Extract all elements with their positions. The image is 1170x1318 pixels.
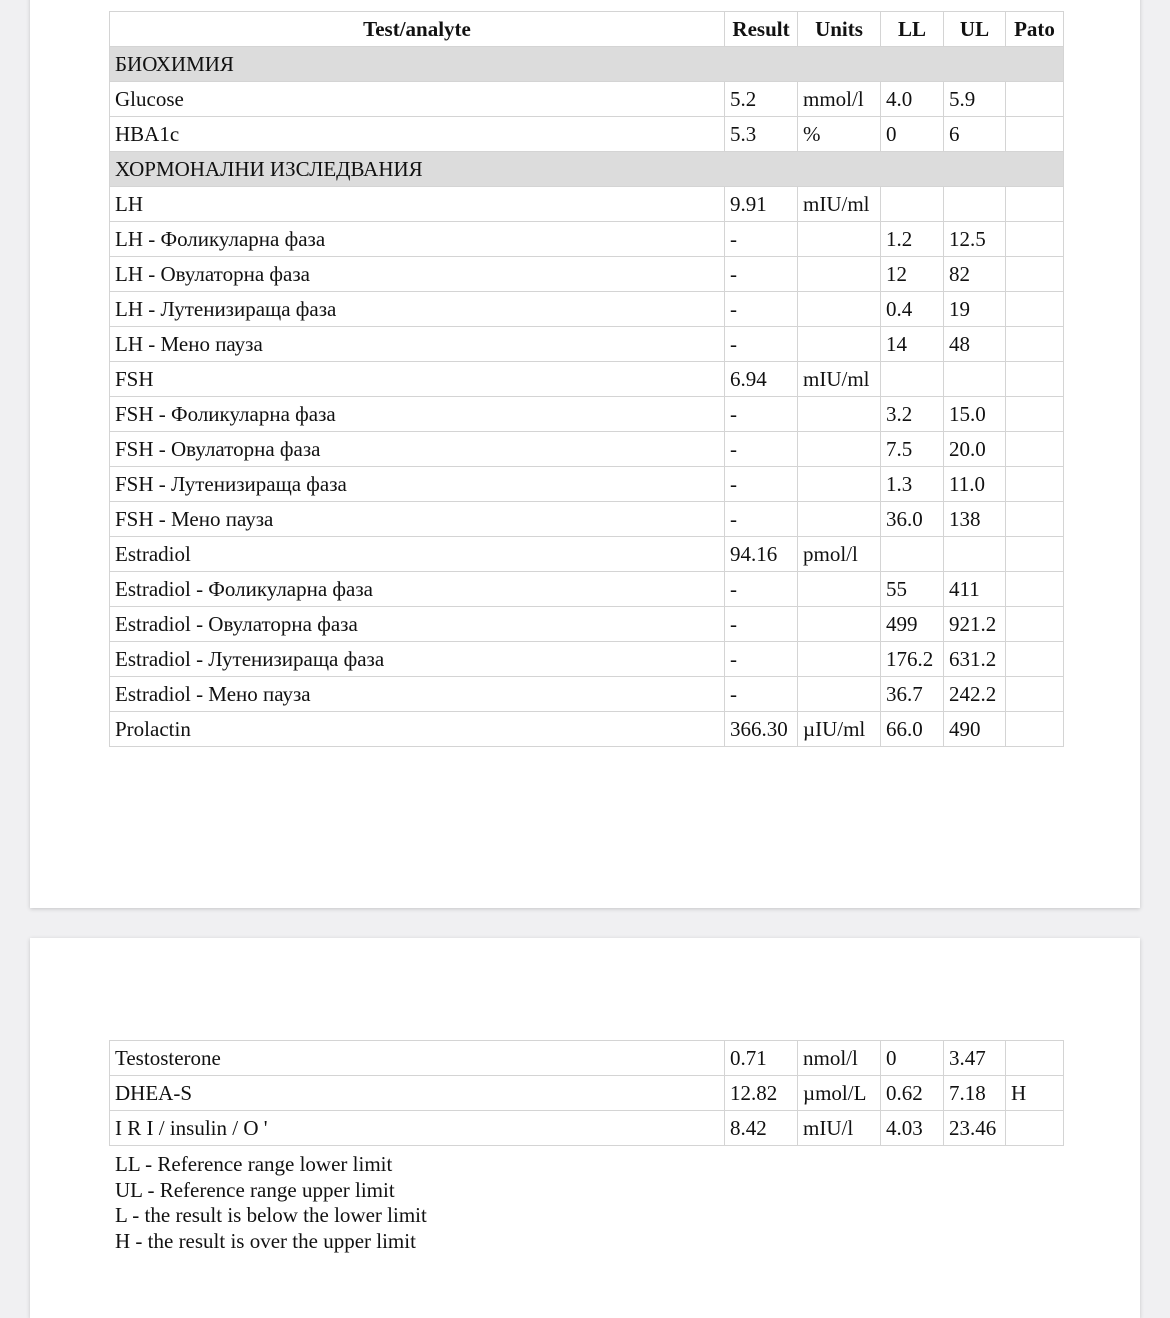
- legend-l: L - the result is below the lower limit: [115, 1203, 427, 1227]
- pato-flag-cell: [1006, 1111, 1064, 1146]
- result-cell: 0.71: [725, 1041, 798, 1076]
- result-cell: -: [725, 607, 798, 642]
- result-cell: 94.16: [725, 537, 798, 572]
- table-row: [110, 537, 1064, 572]
- test-name-cell: Prolactin: [110, 712, 725, 747]
- test-name-cell: Estradiol - Фоликуларна фаза: [110, 572, 725, 607]
- result-cell: -: [725, 327, 798, 362]
- results-body-page-2: [110, 1041, 1064, 1146]
- pato-flag-cell: [1006, 327, 1064, 362]
- test-name-cell: I R I / insulin / O ': [110, 1111, 725, 1146]
- units-cell: [798, 467, 881, 502]
- upper-limit-cell: 7.18: [944, 1076, 1006, 1111]
- lower-limit-cell: 499: [881, 607, 944, 642]
- pato-flag-cell: [1006, 1041, 1064, 1076]
- lower-limit-cell: 12: [881, 257, 944, 292]
- result-cell: -: [725, 222, 798, 257]
- reference-subrow: [110, 257, 1064, 292]
- reference-subrow: [110, 397, 1064, 432]
- reference-subrow: [110, 467, 1064, 502]
- reference-subrow: [110, 502, 1064, 537]
- lower-limit-cell: 1.3: [881, 467, 944, 502]
- units-cell: mIU/ml: [798, 362, 881, 397]
- upper-limit-cell: 138: [944, 502, 1006, 537]
- test-name-cell: LH - Овулаторна фаза: [110, 257, 725, 292]
- lower-limit-cell: [881, 537, 944, 572]
- result-cell: 366.30: [725, 712, 798, 747]
- units-cell: nmol/l: [798, 1041, 881, 1076]
- result-cell: -: [725, 677, 798, 712]
- table-row: [110, 712, 1064, 747]
- reference-subrow: [110, 607, 1064, 642]
- test-name-cell: LH - Лутенизираща фаза: [110, 292, 725, 327]
- pato-flag-cell: [1006, 397, 1064, 432]
- result-cell: 12.82: [725, 1076, 798, 1111]
- result-cell: 6.94: [725, 362, 798, 397]
- units-cell: [798, 397, 881, 432]
- legend-ul: UL - Reference range upper limit: [115, 1177, 395, 1202]
- pato-flag-cell: [1006, 677, 1064, 712]
- lower-limit-cell: 1.2: [881, 222, 944, 257]
- upper-limit-cell: [944, 187, 1006, 222]
- header-result: Result: [725, 12, 798, 47]
- lower-limit-cell: [881, 362, 944, 397]
- report-page-1: [30, 0, 1140, 908]
- table-header-row: [110, 12, 1064, 47]
- result-cell: -: [725, 432, 798, 467]
- units-cell: pmol/l: [798, 537, 881, 572]
- lower-limit-cell: 0: [881, 1041, 944, 1076]
- reference-subrow: [110, 642, 1064, 677]
- result-cell: 8.42: [725, 1111, 798, 1146]
- units-cell: µmol/L: [798, 1076, 881, 1111]
- units-cell: %: [798, 117, 881, 152]
- pato-flag-cell: [1006, 607, 1064, 642]
- section-title: БИОХИМИЯ: [110, 47, 1064, 82]
- upper-limit-cell: 921.2: [944, 607, 1006, 642]
- section-row: [110, 47, 1064, 82]
- pato-flag-cell: [1006, 432, 1064, 467]
- test-name-cell: FSH - Овулаторна фаза: [110, 432, 725, 467]
- lower-limit-cell: 3.2: [881, 397, 944, 432]
- upper-limit-cell: 242.2: [944, 677, 1006, 712]
- lower-limit-cell: 4.0: [881, 82, 944, 117]
- header-ll: LL: [881, 12, 944, 47]
- upper-limit-cell: 6: [944, 117, 1006, 152]
- lower-limit-cell: 36.7: [881, 677, 944, 712]
- test-name-cell: Estradiol - Лутенизираща фаза: [110, 642, 725, 677]
- reference-subrow: [110, 572, 1064, 607]
- reference-subrow: [110, 327, 1064, 362]
- reference-subrow: [110, 292, 1064, 327]
- header-ul: UL: [944, 12, 1006, 47]
- pato-flag-cell: [1006, 362, 1064, 397]
- units-cell: mIU/l: [798, 1111, 881, 1146]
- upper-limit-cell: [944, 362, 1006, 397]
- lower-limit-cell: 4.03: [881, 1111, 944, 1146]
- legend-ll: LL - Reference range lower limit: [115, 1152, 393, 1176]
- units-cell: [798, 327, 881, 362]
- result-cell: 9.91: [725, 187, 798, 222]
- lower-limit-cell: 36.0: [881, 502, 944, 537]
- test-name-cell: Glucose: [110, 82, 725, 117]
- result-cell: -: [725, 292, 798, 327]
- results-table-page-2: [109, 1040, 1064, 1146]
- result-cell: 5.3: [725, 117, 798, 152]
- units-cell: mmol/l: [798, 82, 881, 117]
- results-body-page-1: [110, 47, 1064, 747]
- upper-limit-cell: 631.2: [944, 642, 1006, 677]
- units-cell: [798, 257, 881, 292]
- lower-limit-cell: 66.0: [881, 712, 944, 747]
- units-cell: mIU/ml: [798, 187, 881, 222]
- header-units: Units: [798, 12, 881, 47]
- upper-limit-cell: 82: [944, 257, 1006, 292]
- units-cell: [798, 607, 881, 642]
- test-name-cell: FSH - Фоликуларна фаза: [110, 397, 725, 432]
- pato-flag-cell: [1006, 292, 1064, 327]
- upper-limit-cell: 20.0: [944, 432, 1006, 467]
- result-cell: -: [725, 467, 798, 502]
- header-test: Test/analyte: [110, 12, 725, 47]
- lower-limit-cell: [881, 187, 944, 222]
- upper-limit-cell: 5.9: [944, 82, 1006, 117]
- lower-limit-cell: 176.2: [881, 642, 944, 677]
- test-name-cell: FSH - Лутенизираща фаза: [110, 467, 725, 502]
- test-name-cell: Estradiol - Мено пауза: [110, 677, 725, 712]
- table-row: [110, 187, 1064, 222]
- pato-flag-cell: [1006, 222, 1064, 257]
- lower-limit-cell: 0: [881, 117, 944, 152]
- test-name-cell: FSH - Мено пауза: [110, 502, 725, 537]
- result-cell: -: [725, 257, 798, 292]
- test-name-cell: FSH: [110, 362, 725, 397]
- table-row: [110, 117, 1064, 152]
- units-cell: µIU/ml: [798, 712, 881, 747]
- section-title: ХОРМОНАЛНИ ИЗСЛЕДВАНИЯ: [110, 152, 1064, 187]
- units-cell: [798, 572, 881, 607]
- upper-limit-cell: 15.0: [944, 397, 1006, 432]
- units-cell: [798, 502, 881, 537]
- pato-flag-cell: [1006, 117, 1064, 152]
- pato-flag-cell: [1006, 642, 1064, 677]
- lower-limit-cell: 55: [881, 572, 944, 607]
- pato-flag-cell: H: [1006, 1076, 1064, 1111]
- upper-limit-cell: 11.0: [944, 467, 1006, 502]
- result-cell: -: [725, 502, 798, 537]
- report-page-2: [30, 938, 1140, 1318]
- results-table-page-1: [109, 11, 1064, 747]
- units-cell: [798, 642, 881, 677]
- upper-limit-cell: 490: [944, 712, 1006, 747]
- table-row: [110, 1041, 1064, 1076]
- upper-limit-cell: 3.47: [944, 1041, 1006, 1076]
- reference-subrow: [110, 222, 1064, 257]
- test-name-cell: LH: [110, 187, 725, 222]
- units-cell: [798, 432, 881, 467]
- result-cell: 5.2: [725, 82, 798, 117]
- table-row: [110, 1111, 1064, 1146]
- pato-flag-cell: [1006, 467, 1064, 502]
- result-cell: -: [725, 572, 798, 607]
- test-name-cell: Estradiol - Овулаторна фаза: [110, 607, 725, 642]
- legend: [115, 1152, 427, 1254]
- test-name-cell: Estradiol: [110, 537, 725, 572]
- units-cell: [798, 292, 881, 327]
- test-name-cell: LH - Мено пауза: [110, 327, 725, 362]
- section-row: [110, 152, 1064, 187]
- pato-flag-cell: [1006, 187, 1064, 222]
- table-row: [110, 1076, 1064, 1111]
- lower-limit-cell: 0.62: [881, 1076, 944, 1111]
- pato-flag-cell: [1006, 502, 1064, 537]
- upper-limit-cell: [944, 537, 1006, 572]
- reference-subrow: [110, 677, 1064, 712]
- units-cell: [798, 677, 881, 712]
- test-name-cell: DHEA-S: [110, 1076, 725, 1111]
- upper-limit-cell: 23.46: [944, 1111, 1006, 1146]
- header-pato: Pato: [1006, 12, 1064, 47]
- pato-flag-cell: [1006, 572, 1064, 607]
- result-cell: -: [725, 642, 798, 677]
- upper-limit-cell: 12.5: [944, 222, 1006, 257]
- legend-h: H - the result is over the upper limit: [115, 1228, 416, 1253]
- upper-limit-cell: 411: [944, 572, 1006, 607]
- table-row: [110, 362, 1064, 397]
- upper-limit-cell: 19: [944, 292, 1006, 327]
- result-cell: -: [725, 397, 798, 432]
- lower-limit-cell: 14: [881, 327, 944, 362]
- lower-limit-cell: 0.4: [881, 292, 944, 327]
- reference-subrow: [110, 432, 1064, 467]
- pato-flag-cell: [1006, 712, 1064, 747]
- test-name-cell: Testosterone: [110, 1041, 725, 1076]
- test-name-cell: LH - Фоликуларна фаза: [110, 222, 725, 257]
- upper-limit-cell: 48: [944, 327, 1006, 362]
- test-name-cell: HBA1c: [110, 117, 725, 152]
- lower-limit-cell: 7.5: [881, 432, 944, 467]
- pato-flag-cell: [1006, 82, 1064, 117]
- table-row: [110, 82, 1064, 117]
- pato-flag-cell: [1006, 257, 1064, 292]
- units-cell: [798, 222, 881, 257]
- pato-flag-cell: [1006, 537, 1064, 572]
